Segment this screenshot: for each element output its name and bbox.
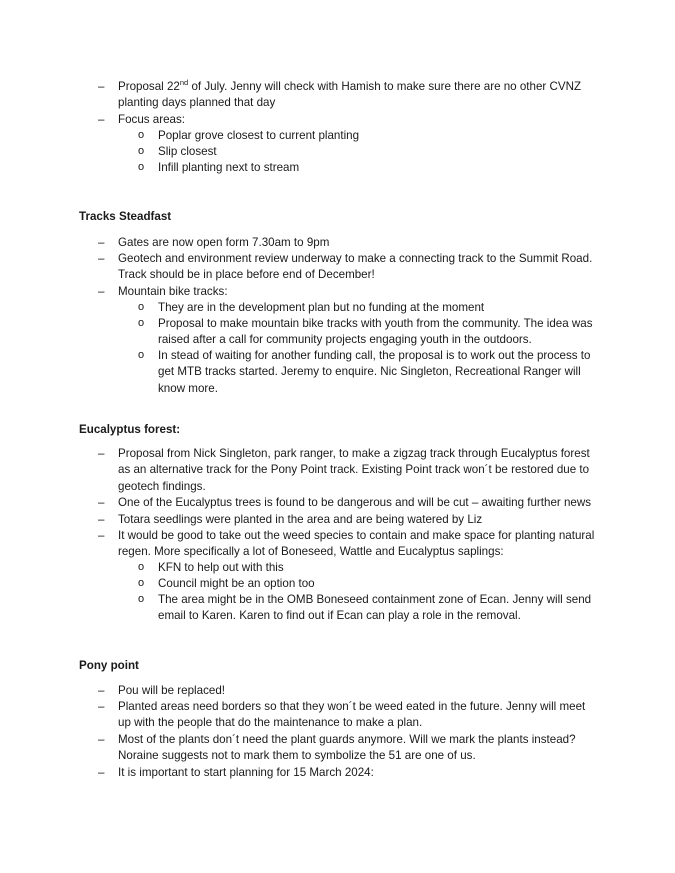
list-item bbox=[98, 699, 596, 732]
item-text: Geotech and environment review underway to make a connecting track to the Summit Road. Track should be in place before end of December! bbox=[118, 252, 593, 282]
list-item bbox=[98, 235, 596, 251]
circle-bullet: o bbox=[138, 145, 145, 157]
item-text: They are in the development plan but no funding at the moment bbox=[158, 301, 485, 314]
list-item bbox=[98, 112, 596, 128]
dash-bullet: – bbox=[98, 684, 105, 697]
dash-bullet: – bbox=[98, 236, 105, 249]
dash-bullet: – bbox=[98, 252, 105, 265]
circle-bullet: o bbox=[138, 317, 145, 329]
dash-bullet: – bbox=[98, 700, 105, 713]
list-item bbox=[98, 732, 596, 765]
dash-bullet: – bbox=[98, 447, 105, 460]
list-item bbox=[98, 765, 596, 781]
sub-list-item bbox=[138, 144, 598, 160]
item-text: Focus areas: bbox=[118, 113, 186, 126]
section-heading-tracks: Tracks Steadfast bbox=[79, 210, 172, 223]
sub-list-item bbox=[138, 576, 598, 592]
item-text: Proposal from Nick Singleton, park ranger, to make a zigzag track through Eucalyptus forest as an alternative track for the Pony Point track. Existing Point track won´t be restored due to geotech findings. bbox=[118, 447, 590, 493]
item-text: Pou will be replaced! bbox=[118, 684, 225, 697]
dash-bullet: – bbox=[98, 529, 105, 542]
item-text: Totara seedlings were planted in the area and are being watered by Liz bbox=[118, 513, 483, 526]
dash-bullet: – bbox=[98, 766, 105, 779]
item-text: It is important to start planning for 15 March 2024: bbox=[118, 766, 374, 779]
circle-bullet: o bbox=[138, 561, 145, 573]
list-item bbox=[98, 446, 596, 495]
item-text: Most of the plants don´t need the plant guards anymore. Will we mark the plants instead? Noraine suggests not to mark them to symbolize the 51 are one of us. bbox=[118, 733, 576, 763]
list-item bbox=[98, 495, 596, 511]
item-text: Proposal to make mountain bike tracks with youth from the community. The idea was raised after a call for community projects engaging youth in the outdoors. bbox=[158, 317, 593, 347]
sub-list-item bbox=[138, 316, 598, 349]
item-text: The area might be in the OMB Boneseed containment zone of Ecan. Jenny will send email to Karen. Karen to find out if Ecan can play a role in the removal. bbox=[158, 593, 592, 623]
circle-bullet: o bbox=[138, 349, 145, 361]
item-text: Gates are now open form 7.30am to 9pm bbox=[118, 236, 330, 249]
circle-bullet: o bbox=[138, 593, 145, 605]
sub-list-item bbox=[138, 300, 598, 316]
dash-bullet: – bbox=[98, 733, 105, 746]
item-text: It would be good to take out the weed species to contain and make space for planting natural regen. More specifically a lot of Boneseed, Wattle and Eucalyptus saplings: bbox=[118, 529, 595, 559]
sub-list-item bbox=[138, 160, 598, 176]
section-heading-eucalyptus: Eucalyptus forest: bbox=[79, 423, 181, 436]
item-text: Slip closest bbox=[158, 145, 217, 158]
item-text: Infill planting next to stream bbox=[158, 161, 300, 174]
item-text: Council might be an option too bbox=[158, 577, 315, 590]
sub-list-item bbox=[138, 348, 598, 397]
item-text: Poplar grove closest to current planting bbox=[158, 129, 360, 142]
list-item bbox=[98, 251, 596, 284]
list-item bbox=[98, 683, 596, 699]
list-item bbox=[98, 78, 596, 112]
dash-bullet: – bbox=[98, 513, 105, 526]
item-text: Mountain bike tracks: bbox=[118, 285, 228, 298]
section-heading-pony-point: Pony point bbox=[79, 659, 139, 672]
circle-bullet: o bbox=[138, 161, 145, 173]
item-text: KFN to help out with this bbox=[158, 561, 284, 574]
item-text: In stead of waiting for another funding call, the proposal is to work out the process to get MTB tracks started. Jeremy to enquire. Nic Singleton, Recreational Ranger will know more. bbox=[158, 349, 591, 395]
dash-bullet: – bbox=[98, 285, 105, 298]
circle-bullet: o bbox=[138, 577, 145, 589]
item-text: Planted areas need borders so that they won´t be weed eated in the future. Jenny will meet up with the people that do the maintenance to make a plan. bbox=[118, 700, 586, 730]
sub-list-item bbox=[138, 592, 598, 625]
item-text: Proposal 22nd of July. Jenny will check with Hamish to make sure there are no other CVNZ planting days planned that day bbox=[118, 78, 582, 110]
list-item bbox=[98, 528, 596, 561]
dash-bullet: – bbox=[98, 80, 105, 93]
list-item bbox=[98, 284, 596, 300]
dash-bullet: – bbox=[98, 496, 105, 509]
sub-list-item bbox=[138, 128, 598, 144]
dash-bullet: – bbox=[98, 113, 105, 126]
circle-bullet: o bbox=[138, 301, 145, 313]
list-item bbox=[98, 512, 596, 528]
item-text: One of the Eucalyptus trees is found to be dangerous and will be cut – awaiting further news bbox=[118, 496, 592, 509]
sub-list-item bbox=[138, 560, 598, 576]
circle-bullet: o bbox=[138, 129, 145, 141]
